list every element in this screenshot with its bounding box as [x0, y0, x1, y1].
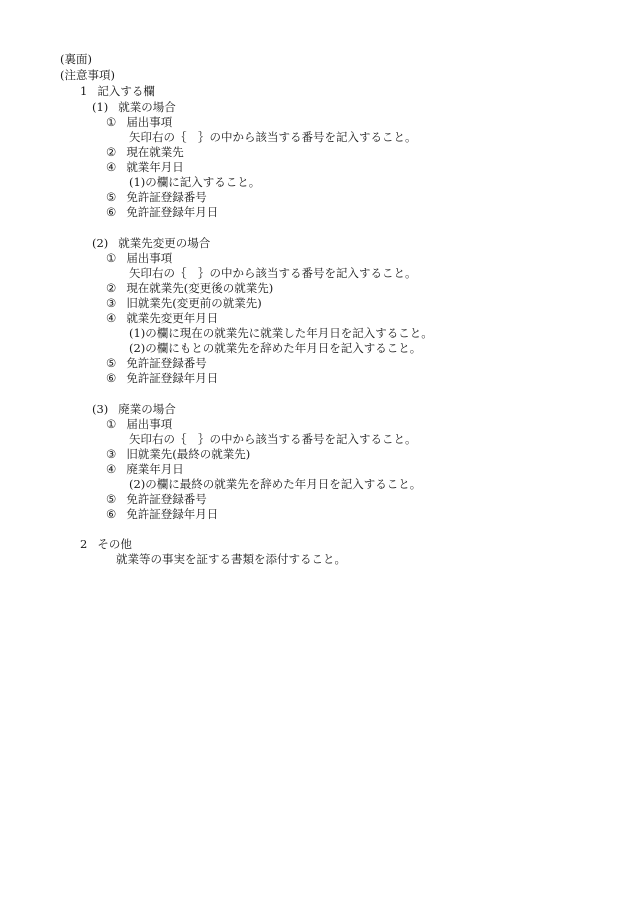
item-mark: ①: [106, 115, 117, 129]
sub3-heading: [92, 402, 176, 417]
item-mark: ②: [106, 281, 117, 295]
sub2-note: (2)の欄にもとの就業先を辞めた年月日を記入すること。: [129, 341, 422, 355]
section2-note: 就業等の事実を証する書類を添付すること。: [116, 552, 346, 566]
item-mark: ⑤: [106, 190, 117, 204]
item-mark: ④: [106, 462, 117, 476]
item-label: 届出事項: [126, 115, 173, 129]
item-mark: ④: [106, 160, 117, 174]
item-label: 就業先変更年月日: [126, 311, 219, 325]
item-label: 就業年月日: [126, 160, 184, 174]
sub1-item: [106, 145, 184, 160]
sub3-note: 矢印右の｛ ｝の中から該当する番号を記入すること。: [129, 432, 417, 446]
sub2-item: [106, 311, 218, 326]
sub1-item: [106, 160, 184, 175]
sub3-item: [106, 507, 218, 522]
sub3-title: 廃業の場合: [118, 402, 176, 416]
sub3-note: (2)の欄に最終の就業先を辞めた年月日を記入すること。: [129, 477, 422, 491]
section1-number: 1: [80, 84, 88, 98]
section1-title: 記入する欄: [97, 84, 155, 98]
item-label: 旧就業先(変更前の就業先): [126, 296, 262, 310]
sub1-item: [106, 190, 207, 205]
sub2-item: [106, 371, 218, 386]
item-mark: ②: [106, 145, 117, 159]
sub2-note: 矢印右の｛ ｝の中から該当する番号を記入すること。: [129, 266, 417, 280]
item-mark: ③: [106, 447, 117, 461]
sub1-title: 就業の場合: [118, 100, 176, 114]
item-label: 免許証登録年月日: [126, 205, 219, 219]
sub3-item: [106, 417, 172, 432]
sub1-note: 矢印右の｛ ｝の中から該当する番号を記入すること。: [129, 130, 417, 144]
item-label: 免許証登録番号: [126, 356, 207, 370]
notes-title: (注意事項): [60, 68, 115, 82]
sub2-item: [106, 251, 172, 266]
item-mark: ①: [106, 251, 117, 265]
item-label: 届出事項: [126, 251, 173, 265]
item-label: 現在就業先(変更後の就業先): [126, 281, 274, 295]
item-label: 免許証登録番号: [126, 492, 207, 506]
sub2-note: (1)の欄に現在の就業先に就業した年月日を記入すること。: [129, 326, 433, 340]
sub3-item: [106, 492, 207, 507]
sub1-heading: [92, 100, 176, 115]
item-label: 免許証登録年月日: [126, 507, 219, 521]
sub1-item: [106, 115, 172, 130]
item-mark: ⑥: [106, 371, 117, 385]
item-label: 旧就業先(最終の就業先): [126, 447, 251, 461]
sub3-number: (3): [92, 402, 109, 416]
section2-number: 2: [80, 537, 88, 551]
item-mark: ⑤: [106, 492, 117, 506]
item-mark: ③: [106, 296, 117, 310]
side-label: (裏面): [60, 52, 92, 66]
section2-heading: [80, 537, 132, 552]
section1-heading: [80, 84, 155, 99]
item-label: 免許証登録年月日: [126, 371, 219, 385]
item-mark: ①: [106, 417, 117, 431]
item-mark: ⑤: [106, 356, 117, 370]
sub2-title: 就業先変更の場合: [118, 236, 211, 250]
sub3-item: [106, 447, 250, 462]
item-label: 免許証登録番号: [126, 190, 207, 204]
item-mark: ④: [106, 311, 117, 325]
item-mark: ⑥: [106, 507, 117, 521]
item-label: 届出事項: [126, 417, 173, 431]
sub1-note: (1)の欄に記入すること。: [129, 175, 261, 189]
sub1-number: (1): [92, 100, 109, 114]
section2-title: その他: [97, 537, 132, 551]
item-label: 廃業年月日: [126, 462, 184, 476]
sub2-number: (2): [92, 236, 109, 250]
sub2-item: [106, 356, 207, 371]
sub3-item: [106, 462, 184, 477]
item-label: 現在就業先: [126, 145, 184, 159]
item-mark: ⑥: [106, 205, 117, 219]
sub2-item: [106, 281, 273, 296]
sub2-item: [106, 296, 262, 311]
sub1-item: [106, 205, 218, 220]
sub2-heading: [92, 236, 210, 251]
